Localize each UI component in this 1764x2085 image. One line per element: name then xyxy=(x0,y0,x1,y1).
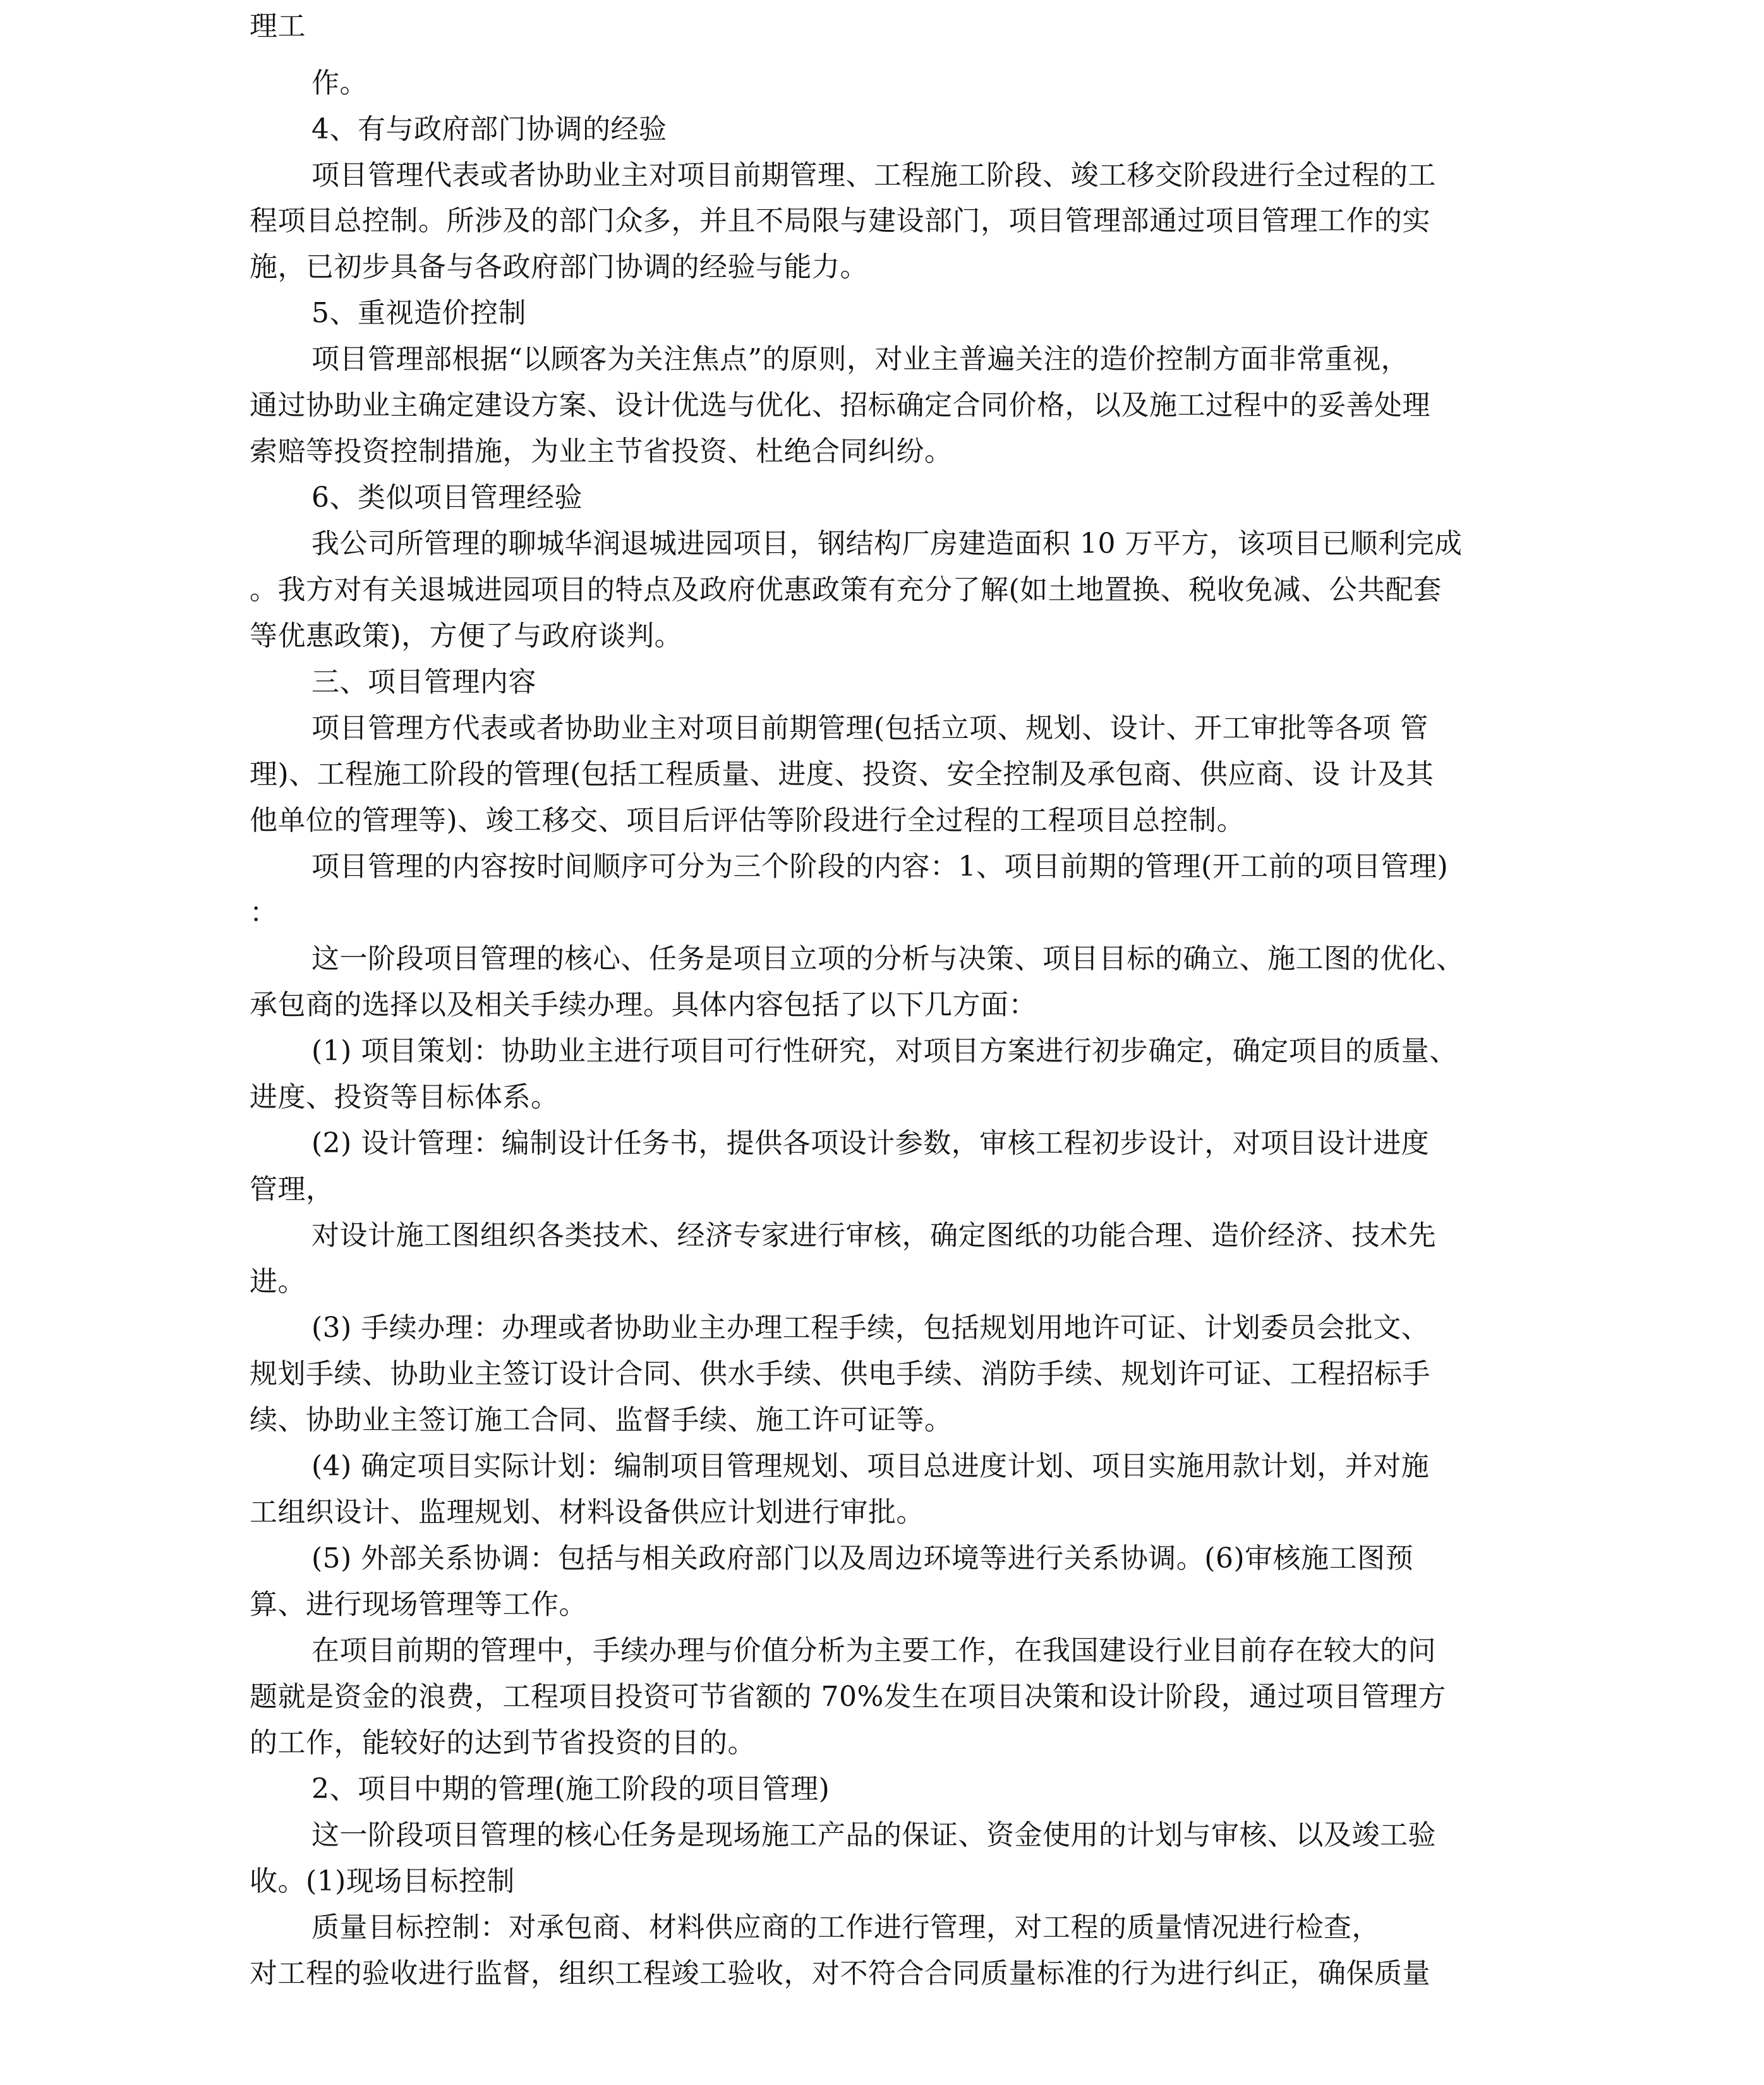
text-line-22: 承包商的选择以及相关手续办理。具体内容包括了以下几方面： xyxy=(250,989,1037,1021)
text-line-1: 理工 xyxy=(250,10,306,42)
text-line-12: 我公司所管理的聊城华润退城进园项目，钢结构厂房建造面积 10 万平方，该项目已顺利完成 xyxy=(311,528,1463,560)
text-line-37: 题就是资金的浪费，工程项目投资可节省额的 70%发生在项目决策和设计阶段，通过项目管理方 xyxy=(250,1681,1446,1713)
text-line-27: 对设计施工图组织各类技术、经济专家进行审核，确定图纸的功能合理、造价经济、技术先 xyxy=(311,1219,1436,1252)
text-line-10: 索赔等投资控制措施，为业主节省投资、杜绝合同纠纷。 xyxy=(250,435,953,468)
text-line-33: 工组织设计、监理规划、材料设备供应计划进行审批。 xyxy=(250,1496,924,1528)
text-line-26: 管理， xyxy=(250,1173,334,1206)
list-item-3: (3) 手续办理：办理或者协助业主办理工程手续，包括规划用地许可证、计划委员会批文、 xyxy=(311,1312,1430,1344)
text-line-41: 收。(1)现场目标控制 xyxy=(250,1865,515,1897)
section-heading-3: 三、项目管理内容 xyxy=(311,666,536,698)
text-line-31: 续、协助业主签订施工合同、监督手续、施工许可证等。 xyxy=(250,1404,953,1436)
list-item-1: (1) 项目策划：协助业主进行项目可行性研究，对项目方案进行初步确定，确定项目的质量、 xyxy=(311,1035,1458,1067)
text-line-17: 理)、工程施工阶段的管理(包括工程质量、进度、投资、安全控制及承包商、供应商、设 计及其 xyxy=(250,758,1434,790)
text-line-43: 对工程的验收进行监督，组织工程竣工验收，对不符合合同质量标准的行为进行纠正，确保质量 xyxy=(250,1957,1430,1990)
text-line-20: ： xyxy=(250,897,278,929)
section-heading-6: 6、类似项目管理经验 xyxy=(311,481,583,514)
text-line-36: 在项目前期的管理中，手续办理与价值分析为主要工作，在我国建设行业目前存在较大的问 xyxy=(311,1635,1436,1667)
text-line-21: 这一阶段项目管理的核心、任务是项目立项的分析与决策、项目目标的确立、施工图的优化、 xyxy=(311,943,1465,975)
text-line-16: 项目管理方代表或者协助业主对项目前期管理(包括立项、规划、设计、开工审批等各项 管 xyxy=(311,712,1429,744)
section-heading-mid: 2、项目中期的管理(施工阶段的项目管理) xyxy=(311,1773,830,1805)
text-line-5: 程项目总控制。所涉及的部门众多，并且不局限与建设部门，项目管理部通过项目管理工作的实 xyxy=(250,205,1430,237)
text-line-42: 质量目标控制：对承包商、材料供应商的工作进行管理，对工程的质量情况进行检查， xyxy=(311,1911,1380,1943)
section-heading-4: 4、有与政府部门协调的经验 xyxy=(311,113,667,145)
section-heading-5: 5、重视造价控制 xyxy=(311,297,526,329)
text-line-28: 进。 xyxy=(250,1266,306,1298)
text-line-24: 进度、投资等目标体系。 xyxy=(250,1081,559,1113)
text-line-2: 作。 xyxy=(311,67,368,99)
text-line-6: 施，已初步具备与各政府部门协调的经验与能力。 xyxy=(250,251,868,283)
text-line-19: 项目管理的内容按时间顺序可分为三个阶段的内容：1、项目前期的管理(开工前的项目管理) xyxy=(311,850,1449,883)
text-line-18: 他单位的管理等)、竣工移交、项目后评估等阶段进行全过程的工程项目总控制。 xyxy=(250,804,1245,837)
list-item-2: (2) 设计管理：编制设计任务书，提供各项设计参数，审核工程初步设计，对项目设计进度 xyxy=(311,1127,1430,1159)
text-line-35: 算、进行现场管理等工作。 xyxy=(250,1588,587,1621)
text-line-8: 项目管理部根据“以顾客为关注焦点”的原则，对业主普遍关注的造价控制方面非常重视， xyxy=(311,343,1409,375)
text-line-38: 的工作，能较好的达到节省投资的目的。 xyxy=(250,1727,756,1759)
text-line-13: 。我方对有关退城进园项目的特点及政府优惠政策有充分了解(如土地置换、税收免减、公共配套 xyxy=(250,574,1442,606)
text-line-30: 规划手续、协助业主签订设计合同、供水手续、供电手续、消防手续、规划许可证、工程招标手 xyxy=(250,1358,1430,1390)
list-item-4: (4) 确定项目实际计划：编制项目管理规划、项目总进度计划、项目实施用款计划，并对施 xyxy=(311,1450,1430,1482)
text-line-14: 等优惠政策)，方便了与政府谈判。 xyxy=(250,620,683,652)
list-item-5: (5) 外部关系协调：包括与相关政府部门以及周边环境等进行关系协调。(6)审核施工图预 xyxy=(311,1542,1414,1574)
text-line-40: 这一阶段项目管理的核心任务是现场施工产品的保证、资金使用的计划与审核、以及竣工验 xyxy=(311,1819,1436,1851)
text-line-4: 项目管理代表或者协助业主对项目前期管理、工程施工阶段、竣工移交阶段进行全过程的工 xyxy=(311,159,1436,191)
text-line-9: 通过协助业主确定建设方案、设计优选与优化、招标确定合同价格，以及施工过程中的妥善处理 xyxy=(250,389,1430,421)
